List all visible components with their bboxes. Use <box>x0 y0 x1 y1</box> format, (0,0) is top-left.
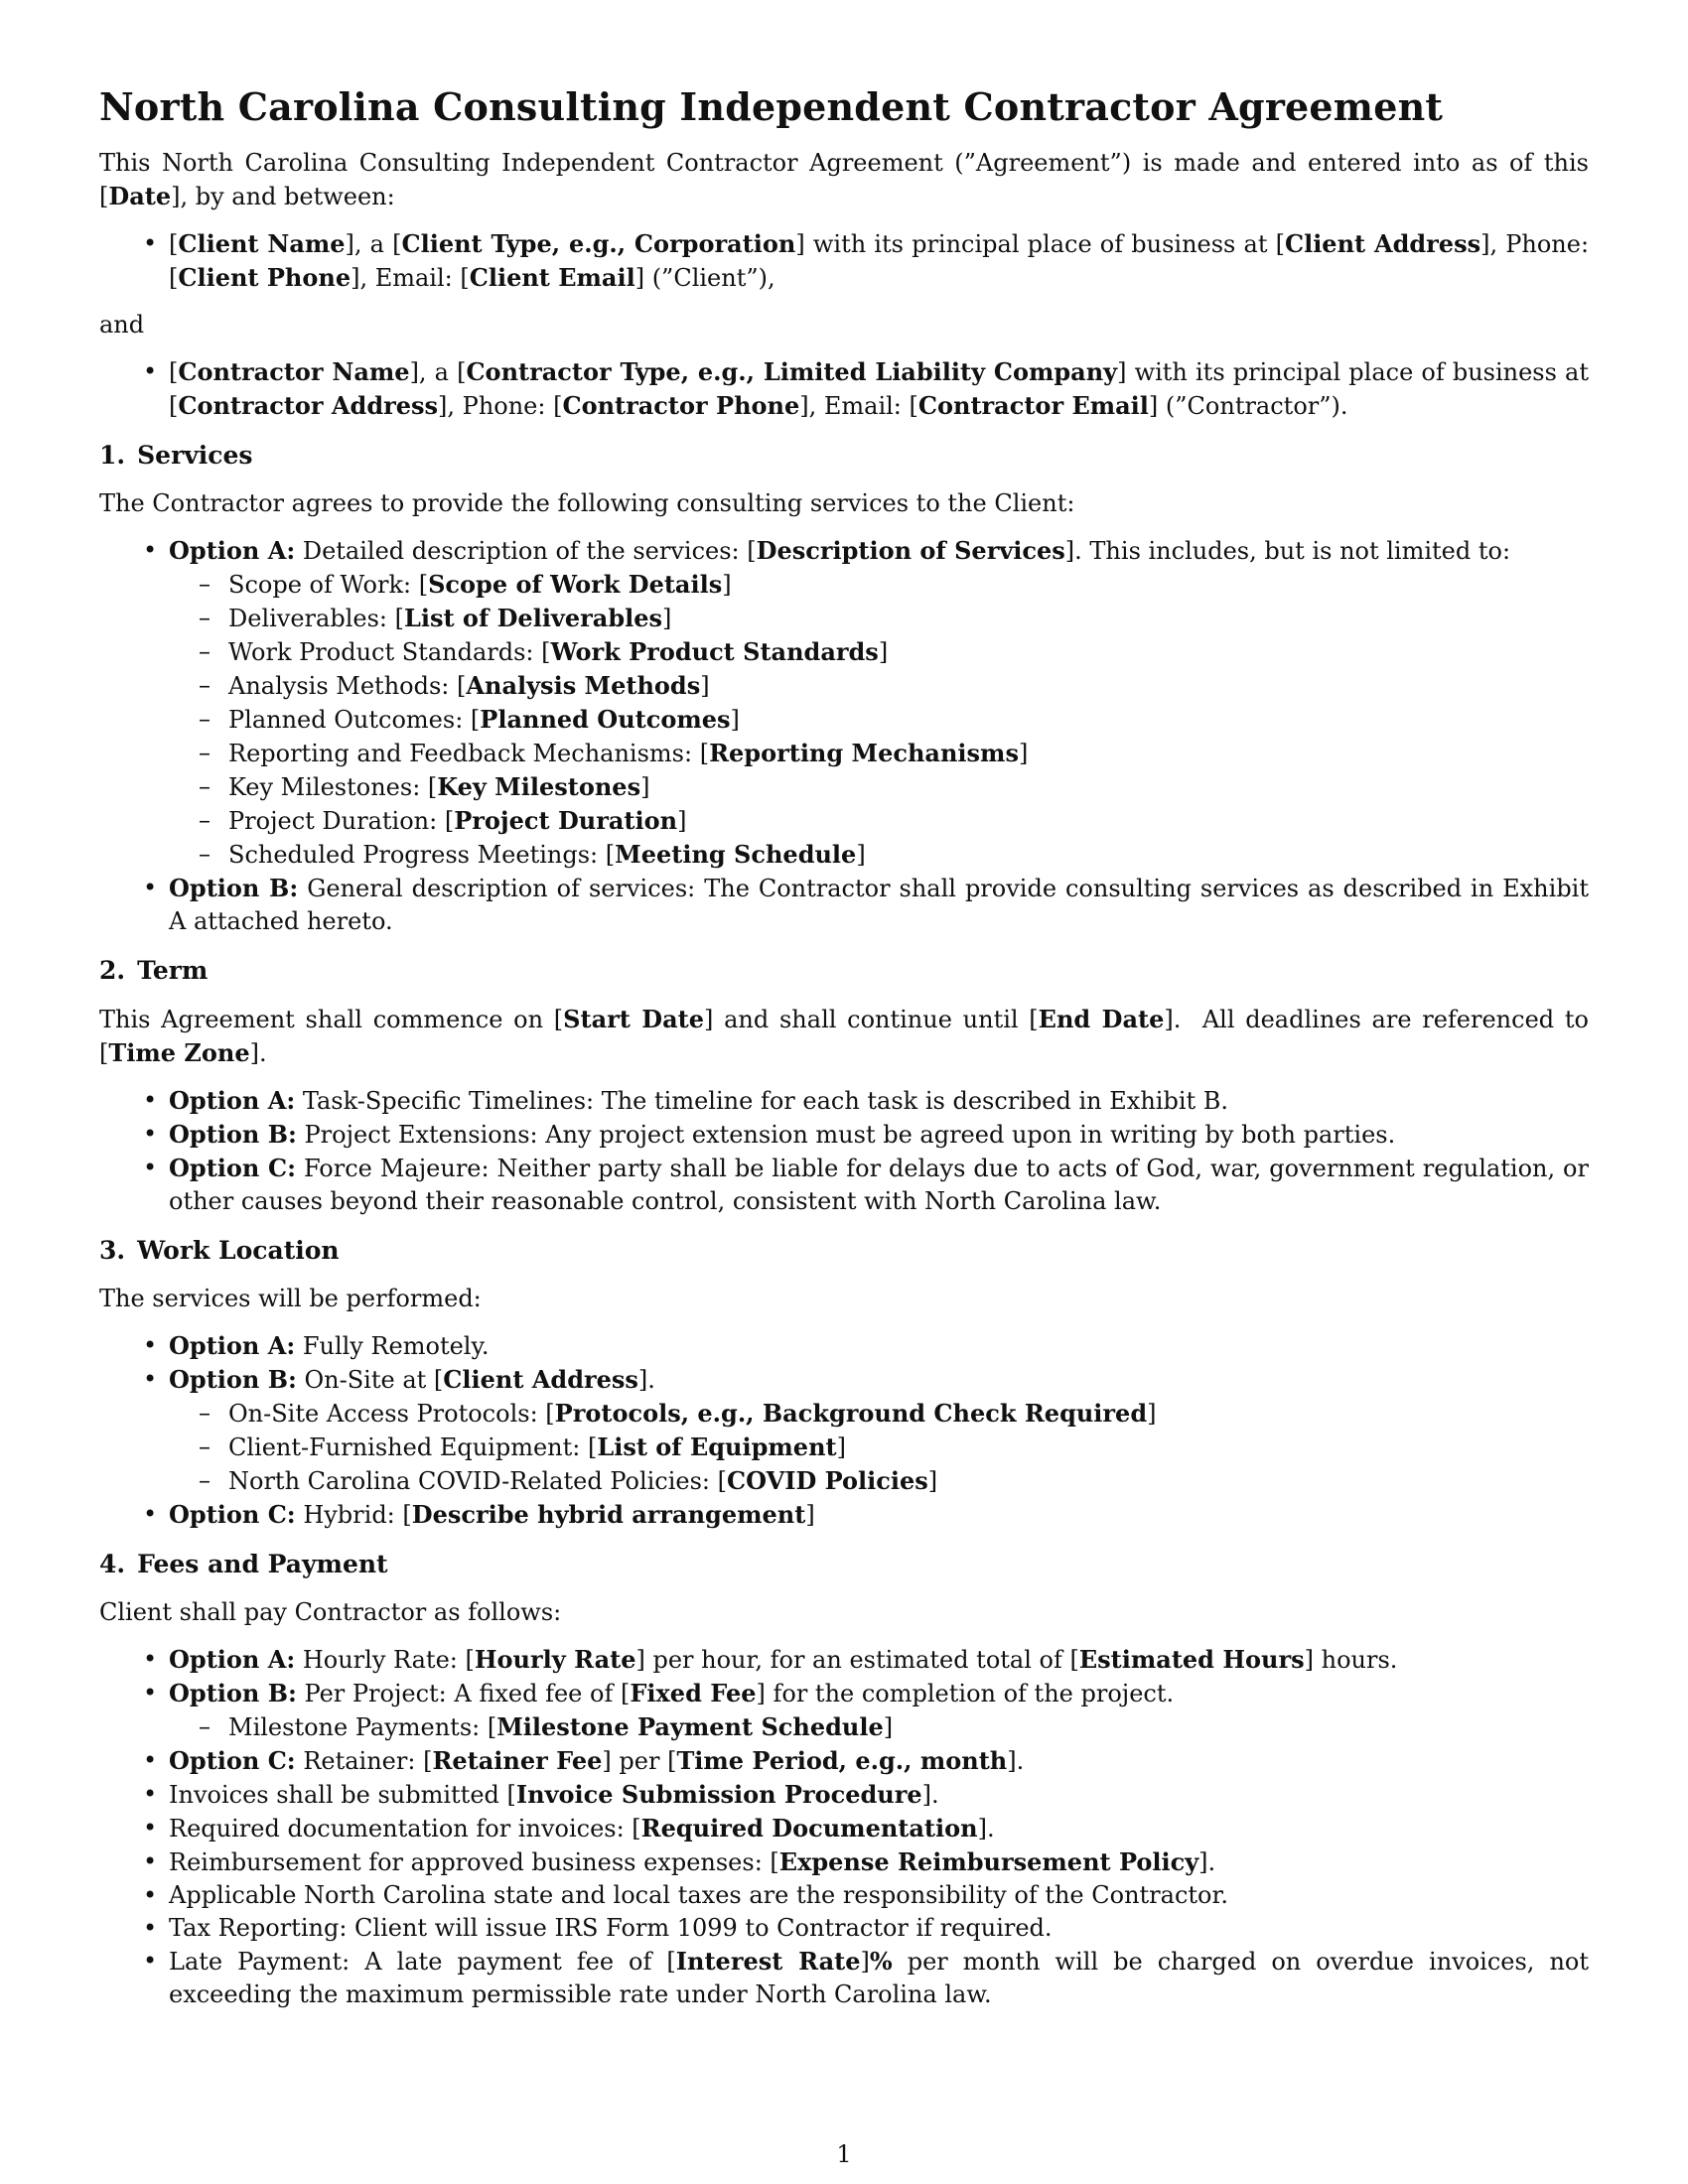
invoice-item: • Invoices shall be submitted [Invoice Submission Procedure]. <box>169 1778 1589 1812</box>
taxes-item: • Applicable North Carolina state and local taxes are the responsibility of the Contractor. <box>169 1879 1589 1912</box>
fees-option-c: • Option C: Retainer: [Retainer Fee] per [Time Period, e.g., month]. <box>169 1744 1589 1778</box>
list-item: – Scheduled Progress Meetings: [Meeting Schedule] <box>228 838 1589 872</box>
services-option-a: • Option A: Detailed description of the services: [Description of Services]. This includes, but is not limited to: – Scope of Work: [Scope of Work Details] – Deliverables: [List of Deliverables] – Work Product Standards: [Work Product Standards] – Analysis Methods: [Analysis Methods] – Planned Outcomes: [Planned Outcomes] – Reporting and Feedback Mechanisms: [Reporting Mechanisms] – Key Milestones: [Key Milestones] – Project Duration: [Project Duration] – Scheduled Progress Meetings: [Meeting Schedule] <box>169 534 1589 872</box>
list-item: – Scope of Work: [Scope of Work Details] <box>228 568 1589 602</box>
term-option-a: • Option A: Task-Specific Timelines: The timeline for each task is described in Exhibit B. <box>169 1084 1589 1118</box>
contractor-party: • [Contractor Name], a [Contractor Type, e.g., Limited Liability Company] with its principal place of business at [Contractor Address], Phone: [Contractor Phone], Email: [Contractor Email] (”Contractor”). <box>169 355 1589 423</box>
term-options <box>99 1084 1589 1218</box>
fees-option-a: • Option A: Hourly Rate: [Hourly Rate] per hour, for an estimated total of [Estimated Hours] hours. <box>169 1643 1589 1677</box>
contractor-name-field: Contractor Name <box>178 357 410 386</box>
client-address-field: Client Address <box>1284 229 1481 258</box>
client-party: • [Client Name], a [Client Type, e.g., Corporation] with its principal place of business at [Client Address], Phone: [Client Phone], Email: [Client Email] (”Client”), <box>169 227 1589 295</box>
list-item: – Client-Furnished Equipment: [List of Equipment] <box>228 1431 1589 1464</box>
term-option-c: • Option C: Force Majeure: Neither party shall be liable for delays due to acts of God, war, government regulation, or other causes beyond their reasonable control, consistent with North Carolina law. <box>169 1152 1589 1218</box>
contractor-type-field: Contractor Type, e.g., Limited Liability Company <box>466 357 1118 386</box>
fees-intro: Client shall pay Contractor as follows: <box>99 1598 562 1626</box>
work-location-option-b: • Option B: On-Site at [Client Address]. – On-Site Access Protocols: [Protocols, e.g., Background Check Required] – Client-Furnished Equipment: [List of Equipment] – North Carolina COVID-Related Policies: [COVID Policies] <box>169 1363 1589 1498</box>
list-item: – On-Site Access Protocols: [Protocols, e.g., Background Check Required] <box>228 1397 1589 1431</box>
services-detail-list <box>169 568 1589 872</box>
late-payment-item: • Late Payment: A late payment fee of [Interest Rate]% per month will be charged on overdue invoices, not exceeding the maximum permissible rate under North Carolina law. <box>169 1945 1589 2011</box>
client-name-field: Client Name <box>178 229 346 258</box>
and-text: and <box>99 311 145 339</box>
client-phone-field: Client Phone <box>178 263 352 292</box>
contractor-address-field: Contractor Address <box>178 391 439 420</box>
date-field: Date <box>108 182 172 210</box>
section-heading-fees: 4. Fees and Payment <box>99 1550 388 1578</box>
list-item: – Work Product Standards: [Work Product Standards] <box>228 635 1589 669</box>
term-option-b: • Option B: Project Extensions: Any project extension must be agreed upon in writing by both parties. <box>169 1118 1589 1152</box>
fees-option-b: • Option B: Per Project: A fixed fee of [Fixed Fee] for the completion of the project. – Milestone Payments: [Milestone Payment Schedule] <box>169 1677 1589 1744</box>
term-paragraph: This Agreement shall commence on [Start Date] and shall continue until [End Date]. All deadlines are referenced to [Time Zone]. <box>99 1005 1589 1067</box>
services-options <box>99 534 1589 938</box>
list-item: – Reporting and Feedback Mechanisms: [Reporting Mechanisms] <box>228 737 1589 770</box>
list-item: – Planned Outcomes: [Planned Outcomes] <box>228 703 1589 737</box>
documentation-item: • Required documentation for invoices: [Required Documentation]. <box>169 1812 1589 1845</box>
contractor-phone-field: Contractor Phone <box>562 391 800 420</box>
list-item: – Project Duration: [Project Duration] <box>228 804 1589 838</box>
fees-options <box>99 1643 1589 2011</box>
client-party-list <box>99 227 1589 295</box>
section-heading-term: 2. Term <box>99 956 209 985</box>
list-item: – Analysis Methods: [Analysis Methods] <box>228 669 1589 703</box>
intro-paragraph: This North Carolina Consulting Independent Contractor Agreement (”Agreement”) is made and entered into as of this [Date], by and between: <box>99 149 1589 210</box>
document-body <box>99 83 1589 2011</box>
document-title: North Carolina Consulting Independent Contractor Agreement <box>99 84 1444 129</box>
client-email-field: Client Email <box>469 263 635 292</box>
work-location-option-c: • Option C: Hybrid: [Describe hybrid arrangement] <box>169 1498 1589 1532</box>
page-number: 1 <box>836 2140 852 2168</box>
work-location-options <box>99 1329 1589 1532</box>
list-item: – Key Milestones: [Key Milestones] <box>228 770 1589 804</box>
milestone-list <box>169 1710 1589 1744</box>
on-site-detail-list <box>169 1397 1589 1498</box>
work-location-option-a: • Option A: Fully Remotely. <box>169 1329 1589 1363</box>
list-item: – North Carolina COVID-Related Policies: [COVID Policies] <box>228 1464 1589 1498</box>
list-item: – Milestone Payments: [Milestone Payment Schedule] <box>228 1710 1589 1744</box>
section-heading-work-location: 3. Work Location <box>99 1236 340 1265</box>
client-type-field: Client Type, e.g., Corporation <box>401 229 796 258</box>
contractor-party-list <box>99 355 1589 423</box>
reimbursement-item: • Reimbursement for approved business expenses: [Expense Reimbursement Policy]. <box>169 1845 1589 1879</box>
services-intro: The Contractor agrees to provide the following consulting services to the Client: <box>99 489 1075 517</box>
work-location-intro: The services will be performed: <box>99 1285 482 1312</box>
list-item: – Deliverables: [List of Deliverables] <box>228 602 1589 635</box>
section-heading-services: 1. Services <box>99 441 253 470</box>
services-option-b: • Option B: General description of services: The Contractor shall provide consulting services as described in Exhibit A attached hereto. <box>169 872 1589 938</box>
tax-reporting-item: • Tax Reporting: Client will issue IRS Form 1099 to Contractor if required. <box>169 1912 1589 1945</box>
contractor-email-field: Contractor Email <box>917 391 1149 420</box>
